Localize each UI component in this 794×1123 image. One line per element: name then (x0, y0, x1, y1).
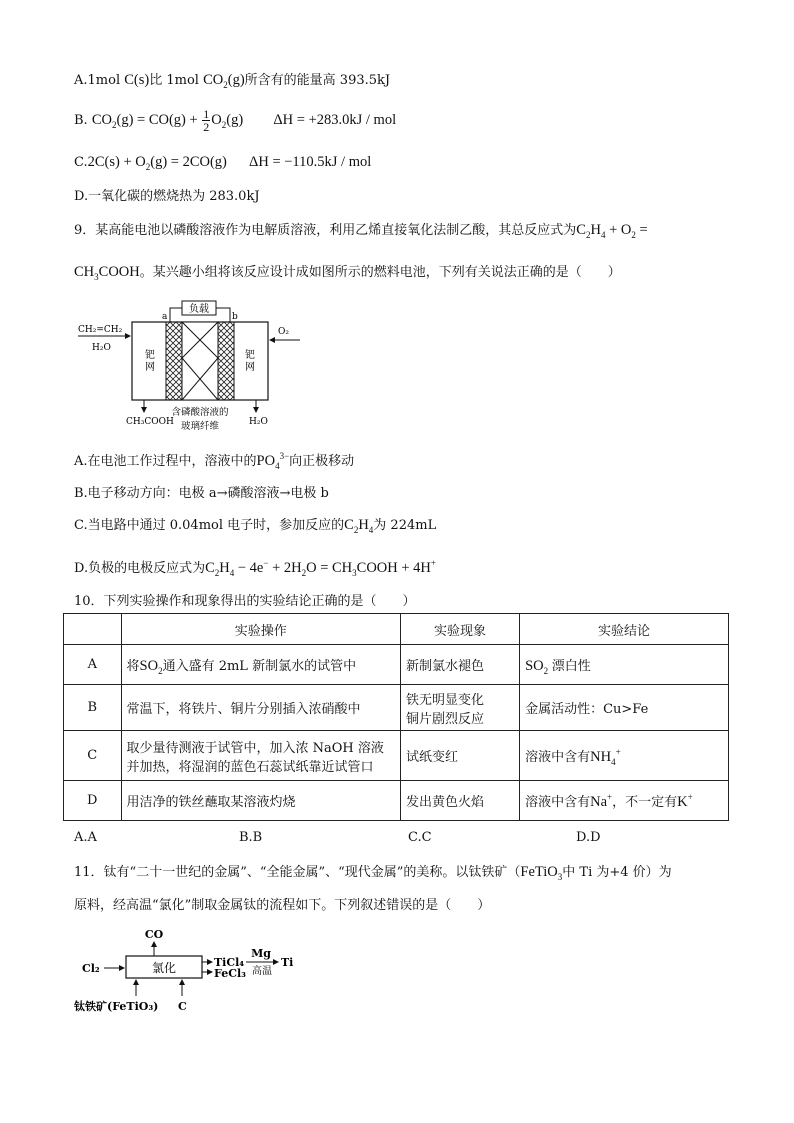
co-label: CO (144, 928, 164, 941)
choice-b: B.B (239, 830, 263, 845)
q9-option-c: C.当电路中通过 0.04mol 电子时，参加反应的$C_2H_4$为 224mL (74, 517, 437, 535)
header-operation: 实验操作 (121, 614, 401, 645)
q8-option-d: D.一氧化碳的燃烧热为 283.0kJ (74, 189, 260, 204)
chlorination-flow-diagram (74, 926, 304, 1016)
q9-stem-line2: $CH_3COOH$。某兴趣小组将该反应设计成如图所示的燃料电池，下列有关说法正确的是（ ） (74, 264, 621, 282)
q10-choices (74, 830, 714, 848)
q10-stem: 10．下列实验操作和现象得出的实验结论正确的是（ ） (74, 594, 416, 609)
table-row: B 常温下，将铁片、铜片分别插入浓硝酸中 铁无明显变化 铜片剧烈反应 金属活动性：Cu>Fe (64, 685, 729, 731)
table-row: D 用洁净的铁丝蘸取某溶液灼烧 发出黄色火焰 溶液中含有Na+，不一定有K+ (64, 781, 729, 821)
acetic-acid-label: CH₃COOH (126, 417, 174, 427)
ti-label: Ti (281, 956, 294, 969)
membrane-label-1: 含磷酸溶液的 (171, 407, 229, 418)
choice-d: D.D (576, 830, 601, 845)
q8-option-a: A.1mol C(s)比 1mol $CO_2(g)$所含有的能量高 393.5kJ (74, 72, 391, 90)
ticl4-label: TiCl₄ (214, 956, 245, 969)
choice-c: C.C (408, 830, 432, 845)
q11-stem-line2: 原料，经高温“氯化”制取金属钛的流程如下。下列叙述错误的是（ ） (74, 898, 491, 913)
q8-option-c: $C.2C(s) + O_2(g) = 2CO(g) \Delta H = -110.5kJ$ / mol (74, 154, 372, 172)
header-conclusion: 实验结论 (520, 614, 729, 645)
ethylene-label: CH₂=CH₂ (78, 325, 123, 335)
choice-a: A.A (74, 830, 97, 845)
water-out-label: H₂O (249, 417, 268, 427)
oxygen-label: O₂ (278, 327, 289, 337)
fuel-cell-diagram (74, 298, 302, 436)
ilmenite-label: 钛铁矿(FeTiO₃) (74, 1000, 159, 1013)
water-in-label: H₂O (92, 343, 111, 353)
table-row: A 将$SO_2$通入盛有 2mL 新制氯水的试管中 新制氯水褪色 $SO_2$ 漂白性 (64, 645, 729, 685)
q9-option-d: D.负极的电极反应式为$C_2H_4 - 4e^- + 2H_2O$ = $CH_3COOH + 4H^+$ (74, 558, 436, 578)
mesh-left-label: 钯网 (145, 350, 155, 373)
mg-label: Mg (251, 947, 271, 960)
fecl3-label: FeCl₃ (214, 967, 246, 980)
mesh-right-label: 钯网 (245, 350, 255, 373)
q9-option-b: B.电子移动方向：电极 a→磷酸溶液→电极 b (74, 486, 329, 501)
chlorination-label: 氯化 (151, 961, 177, 975)
load-label: 负载 (189, 304, 209, 315)
chlorine-label: Cl₂ (82, 962, 100, 975)
q9-stem-line1: 9．某高能电池以磷酸溶液作为电解质溶液，利用乙烯直接氧化法制乙酸，其总反应式为$C_2H_4 + O_2$ = (74, 222, 648, 240)
q11-stem-line1: 11．钛有“二十一世纪的金属”、“全能金属”、“现代金属”的美称。以钛铁矿（FeTiO$_3$中 Ti 为+4 价）为 (74, 864, 672, 882)
electrode-b-label: b (232, 312, 238, 322)
table-row: C 取少量待测液于试管中，加入浓 NaOH 溶液 并加热，将湿润的蓝色石蕊试纸靠近试管口 试纸变红 溶液中含有$NH_4^+$ (64, 731, 729, 781)
experiment-table (63, 613, 729, 821)
membrane-label-2: 玻璃纤维 (180, 421, 220, 432)
electrode-a-label: a (162, 312, 168, 322)
high-temp-label: 高温 (252, 966, 272, 977)
q9-option-a: A.在电池工作过程中，溶液中的$PO_4^{3-}$向正极移动 (74, 451, 355, 471)
carbon-label: C (178, 1000, 187, 1013)
q8-option-b: B. $CO_2(g) = CO(g)$ + $\frac{1}{2}$ $O_2(g) \Delta H = +283.0kJ$ / mol (74, 107, 397, 134)
header-phenomenon: 实验现象 (401, 614, 520, 645)
table-header-row (64, 614, 729, 645)
